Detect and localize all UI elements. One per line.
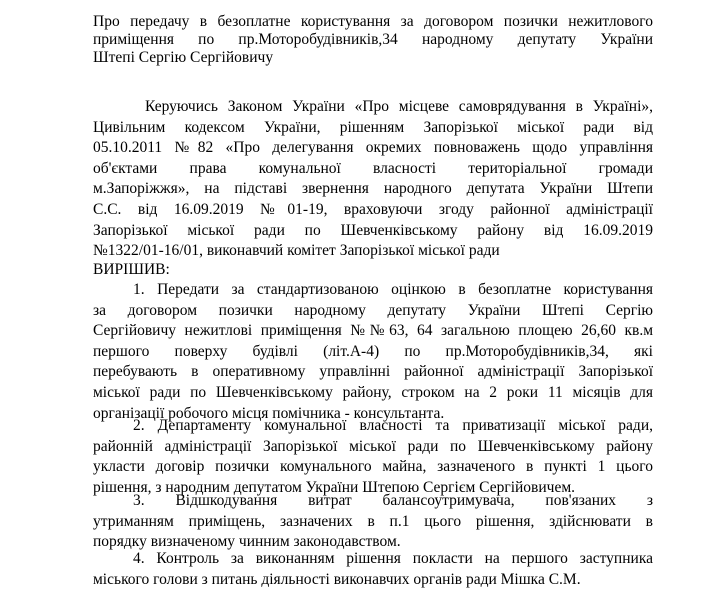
title-line: Штепі Сергію Сергійовичу [93, 49, 274, 66]
item-2-line: 2. Департаменту комунальної власності та приватизації міської ради, [133, 417, 653, 434]
item-4-paragraph [93, 549, 653, 590]
item-1-line: першого поверху будівлі (літ.А-4) по пр.Моторобудівників,34, які [93, 342, 653, 360]
item-1-paragraph [93, 280, 653, 424]
item-4-line: міського голови з питань діяльності виконавчих органів ради Мішка С.М. [93, 570, 581, 588]
item-1-line: перебувають в оперативному управлінні районної адміністрації Запорізької [93, 363, 653, 381]
item-1-line: міської ради по Шевченківському району, строком на 2 роки 11 місяців для [93, 383, 653, 401]
item-2-line: районній адміністрації Запорізької міської ради по Шевченківському району [93, 437, 653, 455]
document-title [93, 13, 653, 67]
item-4-line: 4. Контроль за виконанням рішення покласти на першого заступника [133, 550, 653, 567]
item-3-line: 3. Відшкодування витрат балансоутримувача, пов'язаних з [133, 492, 653, 509]
preamble-paragraph [93, 97, 653, 262]
item-3-line: утриманням приміщень, зазначених в п.1 цього рішення, здійснювати в [93, 512, 653, 530]
preamble-line: №1322/01-16/01, виконавчий комітет Запорізької міської ради [93, 242, 500, 260]
item-1-line: організації робочого місця помічника - консультанта. [93, 404, 445, 422]
preamble-line: Керуючись Законом України «Про місцеве самоврядування в Україні», [145, 98, 653, 115]
preamble-line: С.С. від 16.09.2019 №01-19, враховуючи згоду районної адміністрації [93, 200, 653, 218]
item-3-paragraph [93, 491, 653, 553]
preamble-line: об'єктами права комунальної власності територіальної громади [93, 159, 653, 177]
title-line: Про передачу в безоплатне користування за договором позички нежитлового [93, 13, 653, 30]
item-1-line: за договором позички народному депутату України Штепі Сергію [93, 301, 653, 319]
item-1-line: 1. Передати за стандартизованою оцінкою в безоплатне користування [133, 281, 653, 298]
preamble-line: Запорізької міської ради по Шевченківському району від 16.09.2019 [93, 221, 653, 239]
item-2-line: укласти договір позички комунального майна, зазначеного в пункті 1 цього [93, 458, 653, 476]
item-1-line: Сергійовичу нежитлові приміщення №№63, 64 загальною площею 26,60 кв.м [93, 322, 653, 340]
item-3-line: порядку визначеному чинним законодавством. [93, 533, 401, 551]
title-line: приміщення по пр.Моторобудівників,34 народному депутату України [93, 31, 653, 48]
preamble-line: Цивільним кодексом України, рішенням Запорізької міської ради від [93, 118, 653, 136]
preamble-line: 05.10.2011 №82 «Про делегування окремих повноважень щодо управління [93, 139, 653, 157]
item-2-line: рішення, з народним депутатом України Штепою Сергієм Сергійовичем. [93, 478, 576, 496]
decided-heading: ВИРІШИВ: [93, 261, 170, 278]
preamble-line: м.Запоріжжя», на підставі звернення народного депутата України Штепи [93, 180, 653, 198]
item-2-paragraph [93, 416, 653, 498]
